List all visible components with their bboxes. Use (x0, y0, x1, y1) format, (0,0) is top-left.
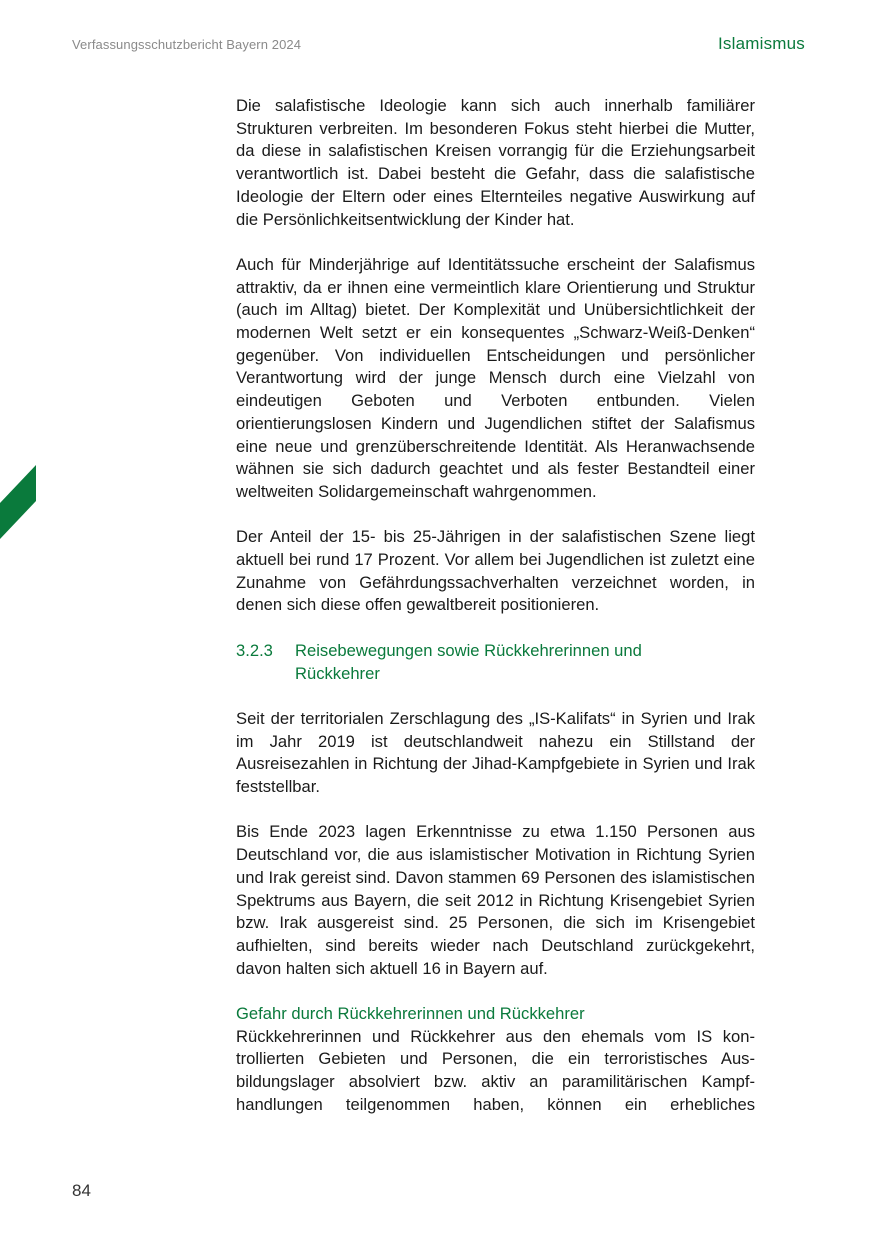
section-number: 3.2.3 (236, 640, 273, 660)
chapter-side-tab (0, 465, 36, 539)
section-title: Reisebewegungen sowie Rückkehrerinnen und Rückkehrer (295, 640, 642, 683)
page-content (236, 95, 755, 1139)
running-head-publication: Verfassungsschutzbericht Bayern 2024 (72, 37, 302, 52)
paragraph-minors-identity: Auch für Minderjährige auf Identitätssuche erscheint der Salafismus attraktiv, da er ihnen eine vermeintlich klare Orientierung und Struktur (auch im Alltag) bietet. Der Komplexität und Unübersichtlichkeit der modernen Welt setzt er ein konsequentes „Schwarz-Weiß-Denken“ gegenüber. Von individuellen Entscheidungen und persönlicher Verantwortung wird der junge Mensch durch eine Vielzahl von eindeutigen Geboten und Verboten entbunden. Vielen orientierungslosen Kindern und Jugendlichen stiftet der Salafismus eine neue und grenzüberschreitende Identität. Als Heranwachsende wähnen sie sich dadurch geachtet und als fester Bestandteil einer weltweiten Solidargemeinschaft wahrgenommen. (236, 254, 755, 501)
paragraph-travel-figures: Bis Ende 2023 lagen Erkenntnisse zu etwa 1.150 Personen aus Deutschland vor, die aus islamistischer Motivation in Richtung Syrien und Irak gereist sind. Davon stammen 69 Personen des islamistischen Spektrums aus Bayern, die seit 2012 in Richtung Krisengebiet Syrien bzw. Irak ausgereist sind. 25 Personen, die sich im Krisengebiet aufhielten, sind bereits wieder nach Deutschland zurückgekehrt, davon halten sich aktuell 16 in Bayern auf. (236, 822, 755, 978)
section-heading (236, 640, 755, 685)
subheading-returnee-danger: Gefahr durch Rückkehrerinnen und Rückkehrer (236, 1004, 585, 1024)
page-number: 84 (72, 1181, 91, 1200)
running-head-chapter: Islamismus (717, 34, 805, 53)
paragraph-family-structures: Die salafistische Ideologie kann sich auch innerhalb familiärer Strukturen verbreiten. Im besonderen Fokus steht hierbei die Mutter, da diese in salafistischen Kreisen vorrangig für die Erziehungsarbeit verantwortlich ist. Dabei besteht die Gefahr, dass die salafistische Ideologie der Eltern oder eines Elternteiles negative Auswirkung auf die Persönlichkeitsentwicklung der Kinder hat. (236, 96, 755, 229)
paragraph-travel-standstill: Seit der territorialen Zerschlagung des „IS-Kalifats“ in Syrien und Irak im Jahr 2019 ist deutschlandweit nahezu ein Stillstand der Ausreisezahlen in Richtung der Jihad-Kampfgebiete in Syrien und Irak feststellbar. (236, 708, 755, 797)
paragraph-age-share: Der Anteil der 15- bis 25-Jährigen in der salafistischen Szene liegt aktuell bei rund 17 Prozent. Vor allem bei Jugendlichen ist zuletzt eine Zunahme von Gefährdungssachverhalten verzeichnet worden, in denen sich diese offen gewaltbereit positionieren. (236, 527, 755, 615)
chapter-side-tab-shape (0, 465, 36, 539)
paragraph-returnees: Rückkehrerinnen und Rückkehrer aus den ehemals vom IS kontrollierten Gebieten und Personen, die ein terroristisches Ausbildungslager absolviert bzw. aktiv an paramilitärischen Kampfhandlungen teilgenommen haben, können ein erhebliches (236, 1026, 755, 1114)
